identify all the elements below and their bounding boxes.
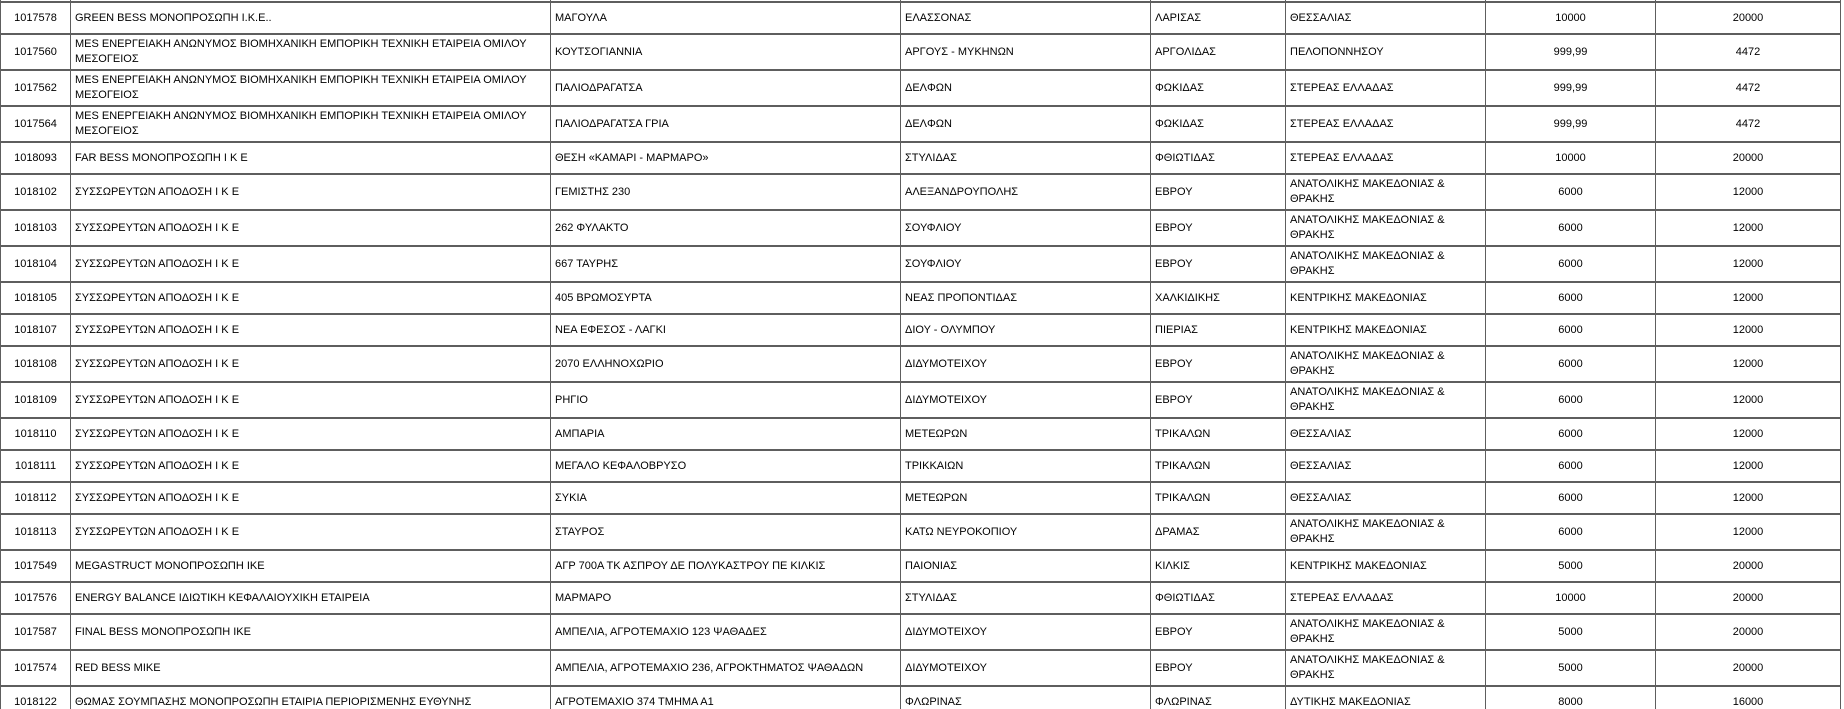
cell-region: ΑΝΑΤΟΛΙΚΗΣ ΜΑΚΕΔΟΝΙΑΣ & ΘΡΑΚΗΣ — [1286, 246, 1486, 282]
cell-municipality: ΔΙΔΥΜΟΤΕΙΧΟΥ — [901, 614, 1151, 650]
cell-value-1: 6000 — [1486, 418, 1656, 450]
table-row — [1, 582, 1841, 614]
cell-id: 1018104 — [1, 246, 71, 282]
cell-prefecture: ΛΑΡΙΣΑΣ — [1151, 2, 1286, 34]
cell-company: FAR BESS ΜΟΝΟΠΡΟΣΩΠΗ Ι Κ Ε — [71, 142, 551, 174]
cell-prefecture: ΦΩΚΙΔΑΣ — [1151, 106, 1286, 142]
cell-location: 667 ΤΑΥΡΗΣ — [551, 246, 901, 282]
cell-prefecture: ΧΑΛΚΙΔΙΚΗΣ — [1151, 282, 1286, 314]
cell-value-2: 20000 — [1656, 550, 1841, 582]
cell-id: 1017560 — [1, 34, 71, 70]
cell-location: ΠΑΛΙΟΔΡΑΓΑΤΣΑ — [551, 70, 901, 106]
cell-company: ΣΥΣΣΩΡΕΥΤΩΝ ΑΠΟΔΟΣΗ Ι Κ Ε — [71, 450, 551, 482]
cell-location: 405 ΒΡΩΜΟΣΥΡΤΑ — [551, 282, 901, 314]
cell-value-2: 12000 — [1656, 174, 1841, 210]
cell-region: ΑΝΑΤΟΛΙΚΗΣ ΜΑΚΕΔΟΝΙΑΣ & ΘΡΑΚΗΣ — [1286, 514, 1486, 550]
cell-municipality: ΜΕΤΕΩΡΩΝ — [901, 482, 1151, 514]
cell-company: MES ΕΝΕΡΓΕΙΑΚΗ ΑΝΩΝΥΜΟΣ ΒΙΟΜΗΧΑΝΙΚΗ ΕΜΠΟΡΙΚΗ ΤΕΧΝΙΚΗ ΕΤΑΙΡΕΙΑ ΟΜΙΛΟΥ ΜΕΣΟΓΕΙΟΣ — [71, 106, 551, 142]
cell-location: ΡΗΓΙΟ — [551, 382, 901, 418]
cell-prefecture: ΕΒΡΟΥ — [1151, 346, 1286, 382]
cell-region: ΑΝΑΤΟΛΙΚΗΣ ΜΑΚΕΔΟΝΙΑΣ & ΘΡΑΚΗΣ — [1286, 650, 1486, 686]
cell-value-1: 999,99 — [1486, 70, 1656, 106]
cell-id: 1017576 — [1, 582, 71, 614]
table-row — [1, 34, 1841, 70]
cell-company: ΣΥΣΣΩΡΕΥΤΩΝ ΑΠΟΔΟΣΗ Ι Κ Ε — [71, 282, 551, 314]
table-row — [1, 550, 1841, 582]
cell-value-1: 5000 — [1486, 614, 1656, 650]
cell-value-1: 6000 — [1486, 314, 1656, 346]
cell-region: ΑΝΑΤΟΛΙΚΗΣ ΜΑΚΕΔΟΝΙΑΣ & ΘΡΑΚΗΣ — [1286, 382, 1486, 418]
cell-prefecture: ΕΒΡΟΥ — [1151, 210, 1286, 246]
cell-prefecture: ΕΒΡΟΥ — [1151, 650, 1286, 686]
cell-location: 262 ΦΥΛΑΚΤΟ — [551, 210, 901, 246]
cell-value-2: 20000 — [1656, 142, 1841, 174]
cell-region: ΚΕΝΤΡΙΚΗΣ ΜΑΚΕΔΟΝΙΑΣ — [1286, 282, 1486, 314]
cell-id: 1018111 — [1, 450, 71, 482]
cell-value-2: 12000 — [1656, 450, 1841, 482]
cell-value-2: 12000 — [1656, 514, 1841, 550]
cell-region: ΠΕΛΟΠΟΝΝΗΣΟΥ — [1286, 34, 1486, 70]
cell-prefecture: ΤΡΙΚΑΛΩΝ — [1151, 418, 1286, 450]
cell-value-1: 10000 — [1486, 142, 1656, 174]
cell-municipality: ΜΕΤΕΩΡΩΝ — [901, 418, 1151, 450]
cell-id: 1018107 — [1, 314, 71, 346]
cell-id: 1018105 — [1, 282, 71, 314]
table-body — [1, 0, 1841, 709]
cell-prefecture: ΦΘΙΩΤΙΔΑΣ — [1151, 582, 1286, 614]
cell-id: 1018109 — [1, 382, 71, 418]
cell-id: 1017587 — [1, 614, 71, 650]
cell-region: ΘΕΣΣΑΛΙΑΣ — [1286, 482, 1486, 514]
cell-value-1: 10000 — [1486, 582, 1656, 614]
cell-municipality: ΔΕΛΦΩΝ — [901, 70, 1151, 106]
cell-company: ΣΥΣΣΩΡΕΥΤΩΝ ΑΠΟΔΟΣΗ Ι Κ Ε — [71, 418, 551, 450]
cell-region: ΑΝΑΤΟΛΙΚΗΣ ΜΑΚΕΔΟΝΙΑΣ & ΘΡΑΚΗΣ — [1286, 210, 1486, 246]
cell-region: ΔΥΤΙΚΗΣ ΜΑΚΕΔΟΝΙΑΣ — [1286, 686, 1486, 709]
cell-value-1: 999,99 — [1486, 106, 1656, 142]
cell-value-1: 8000 — [1486, 686, 1656, 709]
cell-company: MES ΕΝΕΡΓΕΙΑΚΗ ΑΝΩΝΥΜΟΣ ΒΙΟΜΗΧΑΝΙΚΗ ΕΜΠΟΡΙΚΗ ΤΕΧΝΙΚΗ ΕΤΑΙΡΕΙΑ ΟΜΙΛΟΥ ΜΕΣΟΓΕΙΟΣ — [71, 70, 551, 106]
cell-prefecture: ΕΒΡΟΥ — [1151, 382, 1286, 418]
cell-location: ΑΓΡ 700Α ΤΚ ΑΣΠΡΟΥ ΔΕ ΠΟΛΥΚΑΣΤΡΟΥ ΠΕ ΚΙΛΚΙΣ — [551, 550, 901, 582]
cell-id: 1018093 — [1, 142, 71, 174]
cell-value-1: 6000 — [1486, 210, 1656, 246]
cell-company: GREEN BESS ΜΟΝΟΠΡΟΣΩΠΗ Ι.Κ.Ε.. — [71, 2, 551, 34]
table-row — [1, 210, 1841, 246]
cell-location: ΣΤΑΥΡΟΣ — [551, 514, 901, 550]
cell-municipality: ΔΙΔΥΜΟΤΕΙΧΟΥ — [901, 382, 1151, 418]
cell-prefecture: ΤΡΙΚΑΛΩΝ — [1151, 482, 1286, 514]
cell-company: ENERGY BALANCE ΙΔΙΩΤΙΚΗ ΚΕΦΑΛΑΙΟΥΧΙΚΗ ΕΤΑΙΡΕΙΑ — [71, 582, 551, 614]
cell-municipality: ΤΡΙΚΚΑΙΩΝ — [901, 450, 1151, 482]
cell-id: 1018103 — [1, 210, 71, 246]
table-row — [1, 70, 1841, 106]
cell-value-1: 10000 — [1486, 2, 1656, 34]
cell-municipality: ΠΑΙΟΝΙΑΣ — [901, 550, 1151, 582]
cell-value-2: 16000 — [1656, 686, 1841, 709]
cell-municipality: ΝΕΑΣ ΠΡΟΠΟΝΤΙΔΑΣ — [901, 282, 1151, 314]
cell-municipality: ΚΑΤΩ ΝΕΥΡΟΚΟΠΙΟΥ — [901, 514, 1151, 550]
cell-region: ΣΤΕΡΕΑΣ ΕΛΛΑΔΑΣ — [1286, 582, 1486, 614]
cell-id: 1018108 — [1, 346, 71, 382]
cell-id: 1018110 — [1, 418, 71, 450]
cell-location: ΜΑΓΟΥΛΑ — [551, 2, 901, 34]
cell-municipality: ΣΤΥΛΙΔΑΣ — [901, 582, 1151, 614]
cell-value-2: 12000 — [1656, 382, 1841, 418]
cell-municipality: ΑΡΓΟΥΣ - ΜΥΚΗΝΩΝ — [901, 34, 1151, 70]
cell-region: ΘΕΣΣΑΛΙΑΣ — [1286, 2, 1486, 34]
table-row — [1, 346, 1841, 382]
table-row — [1, 614, 1841, 650]
cell-prefecture: ΤΡΙΚΑΛΩΝ — [1151, 450, 1286, 482]
cell-location: ΑΜΠΕΛΙΑ, ΑΓΡΟΤΕΜΑΧΙΟ 236, ΑΓΡΟΚΤΗΜΑΤΟΣ ΨΑΘΑΔΩΝ — [551, 650, 901, 686]
cell-value-2: 20000 — [1656, 582, 1841, 614]
cell-value-2: 12000 — [1656, 482, 1841, 514]
cell-company: ΣΥΣΣΩΡΕΥΤΩΝ ΑΠΟΔΟΣΗ Ι Κ Ε — [71, 246, 551, 282]
cell-value-2: 12000 — [1656, 314, 1841, 346]
cell-id: 1018122 — [1, 686, 71, 709]
cell-location: 2070 ΕΛΛΗΝΟΧΩΡΙΟ — [551, 346, 901, 382]
cell-id: 1018112 — [1, 482, 71, 514]
cell-value-2: 12000 — [1656, 282, 1841, 314]
cell-municipality: ΔΕΛΦΩΝ — [901, 106, 1151, 142]
table-row — [1, 142, 1841, 174]
cell-municipality: ΔΙΔΥΜΟΤΕΙΧΟΥ — [901, 650, 1151, 686]
table-row — [1, 514, 1841, 550]
cell-company: ΘΩΜΑΣ ΣΟΥΜΠΑΣΗΣ ΜΟΝΟΠΡΟΣΩΠΗ ΕΤΑΙΡΙΑ ΠΕΡΙΟΡΙΣΜΕΝΗΣ ΕΥΘΥΝΗΣ — [71, 686, 551, 709]
cell-municipality: ΦΛΩΡΙΝΑΣ — [901, 686, 1151, 709]
table-row — [1, 482, 1841, 514]
cell-value-1: 6000 — [1486, 246, 1656, 282]
cell-id: 1018113 — [1, 514, 71, 550]
cell-value-2: 4472 — [1656, 70, 1841, 106]
table-row — [1, 382, 1841, 418]
cell-id: 1017562 — [1, 70, 71, 106]
cell-municipality: ΔΙΟΥ - ΟΛΥΜΠΟΥ — [901, 314, 1151, 346]
cell-municipality: ΣΟΥΦΛΙΟΥ — [901, 246, 1151, 282]
cell-company: ΣΥΣΣΩΡΕΥΤΩΝ ΑΠΟΔΟΣΗ Ι Κ Ε — [71, 210, 551, 246]
cell-company: FINAL BESS ΜΟΝΟΠΡΟΣΩΠΗ ΙΚΕ — [71, 614, 551, 650]
cell-prefecture: ΦΘΙΩΤΙΔΑΣ — [1151, 142, 1286, 174]
table-row — [1, 2, 1841, 34]
cell-value-2: 20000 — [1656, 650, 1841, 686]
cell-company: RED BESS MIKE — [71, 650, 551, 686]
cell-municipality: ΕΛΑΣΣΟΝΑΣ — [901, 2, 1151, 34]
cell-company: ΣΥΣΣΩΡΕΥΤΩΝ ΑΠΟΔΟΣΗ Ι Κ Ε — [71, 314, 551, 346]
cell-value-2: 12000 — [1656, 246, 1841, 282]
cell-region: ΑΝΑΤΟΛΙΚΗΣ ΜΑΚΕΔΟΝΙΑΣ & ΘΡΑΚΗΣ — [1286, 346, 1486, 382]
cell-municipality: ΔΙΔΥΜΟΤΕΙΧΟΥ — [901, 346, 1151, 382]
cell-value-1: 6000 — [1486, 450, 1656, 482]
cell-company: ΣΥΣΣΩΡΕΥΤΩΝ ΑΠΟΔΟΣΗ Ι Κ Ε — [71, 346, 551, 382]
cell-location: ΣΥΚΙΑ — [551, 482, 901, 514]
cell-value-1: 5000 — [1486, 550, 1656, 582]
cell-location: ΠΑΛΙΟΔΡΑΓΑΤΣΑ ΓΡΙΑ — [551, 106, 901, 142]
cell-region: ΚΕΝΤΡΙΚΗΣ ΜΑΚΕΔΟΝΙΑΣ — [1286, 550, 1486, 582]
cell-prefecture: ΠΙΕΡΙΑΣ — [1151, 314, 1286, 346]
cell-value-1: 999,99 — [1486, 34, 1656, 70]
cell-value-2: 12000 — [1656, 210, 1841, 246]
cell-prefecture: ΦΩΚΙΔΑΣ — [1151, 70, 1286, 106]
cell-company: MES ΕΝΕΡΓΕΙΑΚΗ ΑΝΩΝΥΜΟΣ ΒΙΟΜΗΧΑΝΙΚΗ ΕΜΠΟΡΙΚΗ ΤΕΧΝΙΚΗ ΕΤΑΙΡΕΙΑ ΟΜΙΛΟΥ ΜΕΣΟΓΕΙΟΣ — [71, 34, 551, 70]
table-row — [1, 246, 1841, 282]
cell-id: 1017549 — [1, 550, 71, 582]
cell-value-2: 20000 — [1656, 2, 1841, 34]
table-row — [1, 106, 1841, 142]
cell-value-2: 4472 — [1656, 106, 1841, 142]
cell-value-2: 12000 — [1656, 418, 1841, 450]
table-row — [1, 314, 1841, 346]
cell-location: ΑΜΠΑΡΙΑ — [551, 418, 901, 450]
cell-value-1: 6000 — [1486, 282, 1656, 314]
cell-location: ΓΕΜΙΣΤΗΣ 230 — [551, 174, 901, 210]
cell-value-1: 6000 — [1486, 174, 1656, 210]
cell-company: MEGASTRUCT ΜΟΝΟΠΡΟΣΩΠΗ ΙΚΕ — [71, 550, 551, 582]
cell-location: ΘΕΣΗ «ΚΑΜΑΡΙ - ΜΑΡΜΑΡΟ» — [551, 142, 901, 174]
cell-value-1: 6000 — [1486, 346, 1656, 382]
cell-prefecture: ΕΒΡΟΥ — [1151, 174, 1286, 210]
cell-prefecture: ΕΒΡΟΥ — [1151, 246, 1286, 282]
cell-value-2: 4472 — [1656, 34, 1841, 70]
cell-location: ΝΕΑ ΕΦΕΣΟΣ - ΛΑΓΚΙ — [551, 314, 901, 346]
cell-value-1: 5000 — [1486, 650, 1656, 686]
table-row — [1, 686, 1841, 709]
cell-municipality: ΑΛΕΞΑΝΔΡΟΥΠΟΛΗΣ — [901, 174, 1151, 210]
cell-location: ΑΓΡΟΤΕΜΑΧΙΟ 374 ΤΜΗΜΑ Α1 — [551, 686, 901, 709]
cell-location: ΑΜΠΕΛΙΑ, ΑΓΡΟΤΕΜΑΧΙΟ 123 ΨΑΘΑΔΕΣ — [551, 614, 901, 650]
table-row — [1, 418, 1841, 450]
cell-value-2: 12000 — [1656, 346, 1841, 382]
cell-id: 1017564 — [1, 106, 71, 142]
cell-prefecture: ΔΡΑΜΑΣ — [1151, 514, 1286, 550]
cell-region: ΣΤΕΡΕΑΣ ΕΛΛΑΔΑΣ — [1286, 106, 1486, 142]
cell-company: ΣΥΣΣΩΡΕΥΤΩΝ ΑΠΟΔΟΣΗ Ι Κ Ε — [71, 382, 551, 418]
cell-value-2: 20000 — [1656, 614, 1841, 650]
table-row — [1, 450, 1841, 482]
cell-prefecture: ΚΙΛΚΙΣ — [1151, 550, 1286, 582]
cell-region: ΘΕΣΣΑΛΙΑΣ — [1286, 418, 1486, 450]
cell-value-1: 6000 — [1486, 514, 1656, 550]
cell-region: ΘΕΣΣΑΛΙΑΣ — [1286, 450, 1486, 482]
table-row — [1, 650, 1841, 686]
cell-id: 1017578 — [1, 2, 71, 34]
cell-company: ΣΥΣΣΩΡΕΥΤΩΝ ΑΠΟΔΟΣΗ Ι Κ Ε — [71, 482, 551, 514]
cell-id: 1017574 — [1, 650, 71, 686]
cell-region: ΚΕΝΤΡΙΚΗΣ ΜΑΚΕΔΟΝΙΑΣ — [1286, 314, 1486, 346]
cell-company: ΣΥΣΣΩΡΕΥΤΩΝ ΑΠΟΔΟΣΗ Ι Κ Ε — [71, 514, 551, 550]
cell-location: ΚΟΥΤΣΟΓΙΑΝΝΙΑ — [551, 34, 901, 70]
cell-region: ΑΝΑΤΟΛΙΚΗΣ ΜΑΚΕΔΟΝΙΑΣ & ΘΡΑΚΗΣ — [1286, 614, 1486, 650]
cell-municipality: ΣΟΥΦΛΙΟΥ — [901, 210, 1151, 246]
cell-value-1: 6000 — [1486, 382, 1656, 418]
cell-value-1: 6000 — [1486, 482, 1656, 514]
table-row — [1, 282, 1841, 314]
cell-prefecture: ΦΛΩΡΙΝΑΣ — [1151, 686, 1286, 709]
cell-prefecture: ΑΡΓΟΛΙΔΑΣ — [1151, 34, 1286, 70]
cell-municipality: ΣΤΥΛΙΔΑΣ — [901, 142, 1151, 174]
cell-company: ΣΥΣΣΩΡΕΥΤΩΝ ΑΠΟΔΟΣΗ Ι Κ Ε — [71, 174, 551, 210]
cell-location: ΜΑΡΜΑΡΟ — [551, 582, 901, 614]
cell-region: ΣΤΕΡΕΑΣ ΕΛΛΑΔΑΣ — [1286, 142, 1486, 174]
table-row — [1, 174, 1841, 210]
cell-location: ΜΕΓΑΛΟ ΚΕΦΑΛΟΒΡΥΣΟ — [551, 450, 901, 482]
cell-region: ΣΤΕΡΕΑΣ ΕΛΛΑΔΑΣ — [1286, 70, 1486, 106]
cell-id: 1018102 — [1, 174, 71, 210]
cell-region: ΑΝΑΤΟΛΙΚΗΣ ΜΑΚΕΔΟΝΙΑΣ & ΘΡΑΚΗΣ — [1286, 174, 1486, 210]
cell-prefecture: ΕΒΡΟΥ — [1151, 614, 1286, 650]
